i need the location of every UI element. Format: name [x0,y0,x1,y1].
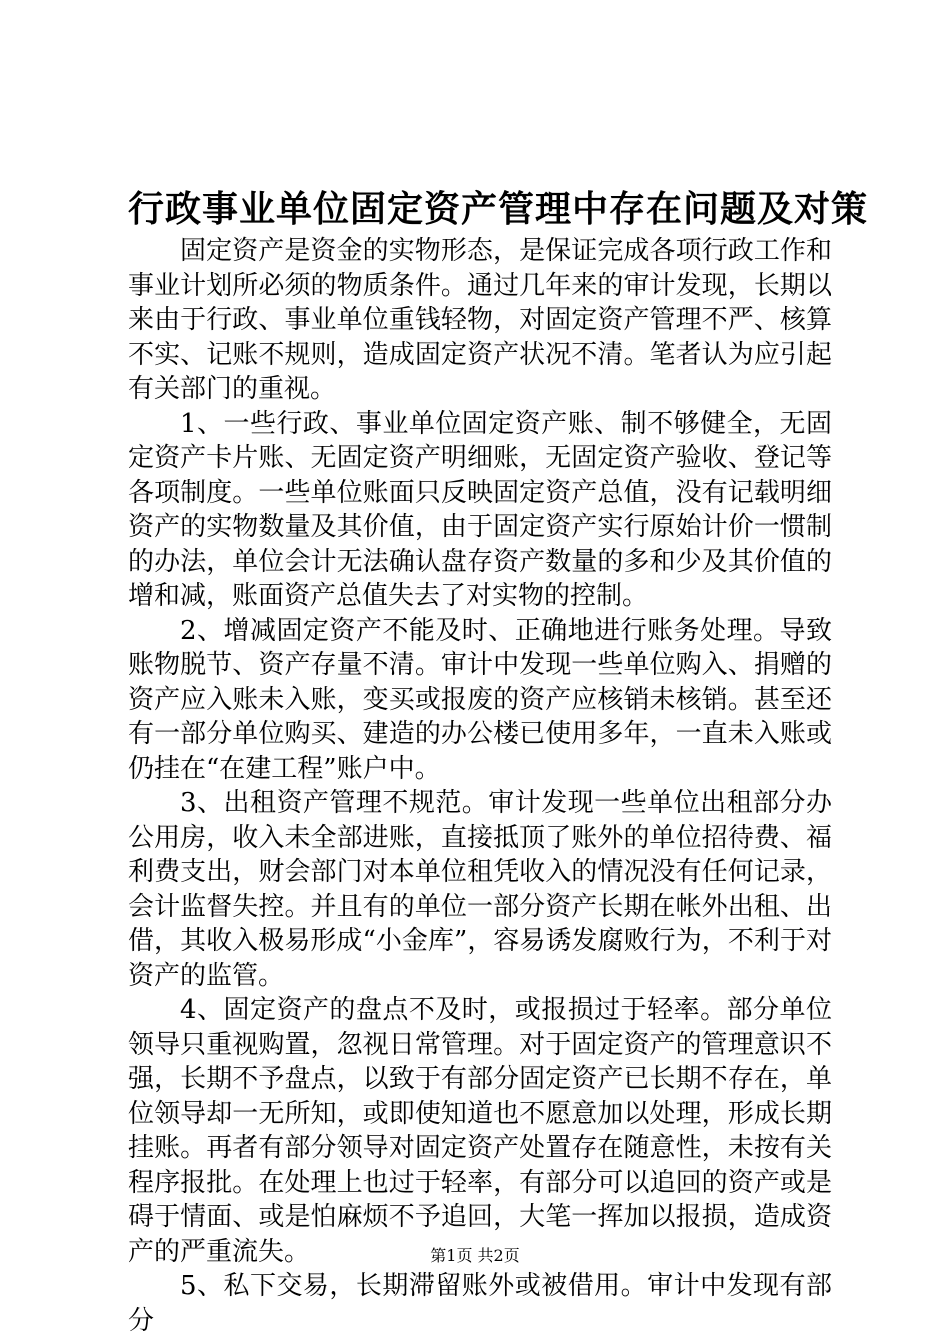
paragraph: 4、固定资产的盘点不及时，或报损过于轻率。部分单位领导只重视购置，忽视日常管理。对于固定资产的管理意识不强，长期不予盘点，以致于有部分固定资产已长期不存在，单位领导却一无所知，或即使知道也不愿意加以处理，形成长期挂账。再者有部分领导对固定资产处置存在随意性，未按有关程序报批。在处理上也过于轻率，有部分可以追回的资产或是碍于情面、或是怕麻烦不予追回，大笔一挥加以报损，造成资产的严重流失。 [128,995,832,1267]
paragraph: 3、出租资产管理不规范。审计发现一些单位出租部分办公用房，收入未全部进账，直接抵顶了账外的单位招待费、福利费支出，财会部门对本单位租凭收入的情况没有任何记录，会计监督失控。并且有的单位一部分资产长期在帐外出租、出借，其收入极易形成“小金库”，容易诱发腐败行为，不利于对资产的监管。 [128,788,832,991]
paragraph: 2、增减固定资产不能及时、正确地进行账务处理。导致账物脱节、资产存量不清。审计中发现一些单位购入、捐赠的资产应入账未入账，变买或报废的资产应核销未核销。甚至还有一部分单位购买、建造的办公楼已使用多年，一直未入账或仍挂在“在建工程”账户中。 [128,615,832,784]
document-body [128,234,832,1338]
page-number-footer: 第1页 共2页 [430,1246,520,1265]
paragraph: 5、私下交易，长期滞留账外或被借用。审计中发现有部分 [128,1271,832,1336]
document-title: 行政事业单位固定资产管理中存在问题及对策 [128,189,869,230]
paragraph: 固定资产是资金的实物形态，是保证完成各项行政工作和事业计划所必须的物质条件。通过几年来的审计发现，长期以来由于行政、事业单位重钱轻物，对固定资产管理不严、核算不实、记账不规则，造成固定资产状况不清。笔者认为应引起有关部门的重视。 [128,236,832,404]
paragraph: 1、一些行政、事业单位固定资产账、制不够健全，无固定资产卡片账、无固定资产明细账，无固定资产验收、登记等各项制度。一些单位账面只反映固定资产总值，没有记载明细资产的实物数量及其价值，由于固定资产实行原始计价一惯制的办法，单位会计无法确认盘存资产数量的多和少及其价值的增和减，账面资产总值失去了对实物的控制。 [128,408,832,611]
